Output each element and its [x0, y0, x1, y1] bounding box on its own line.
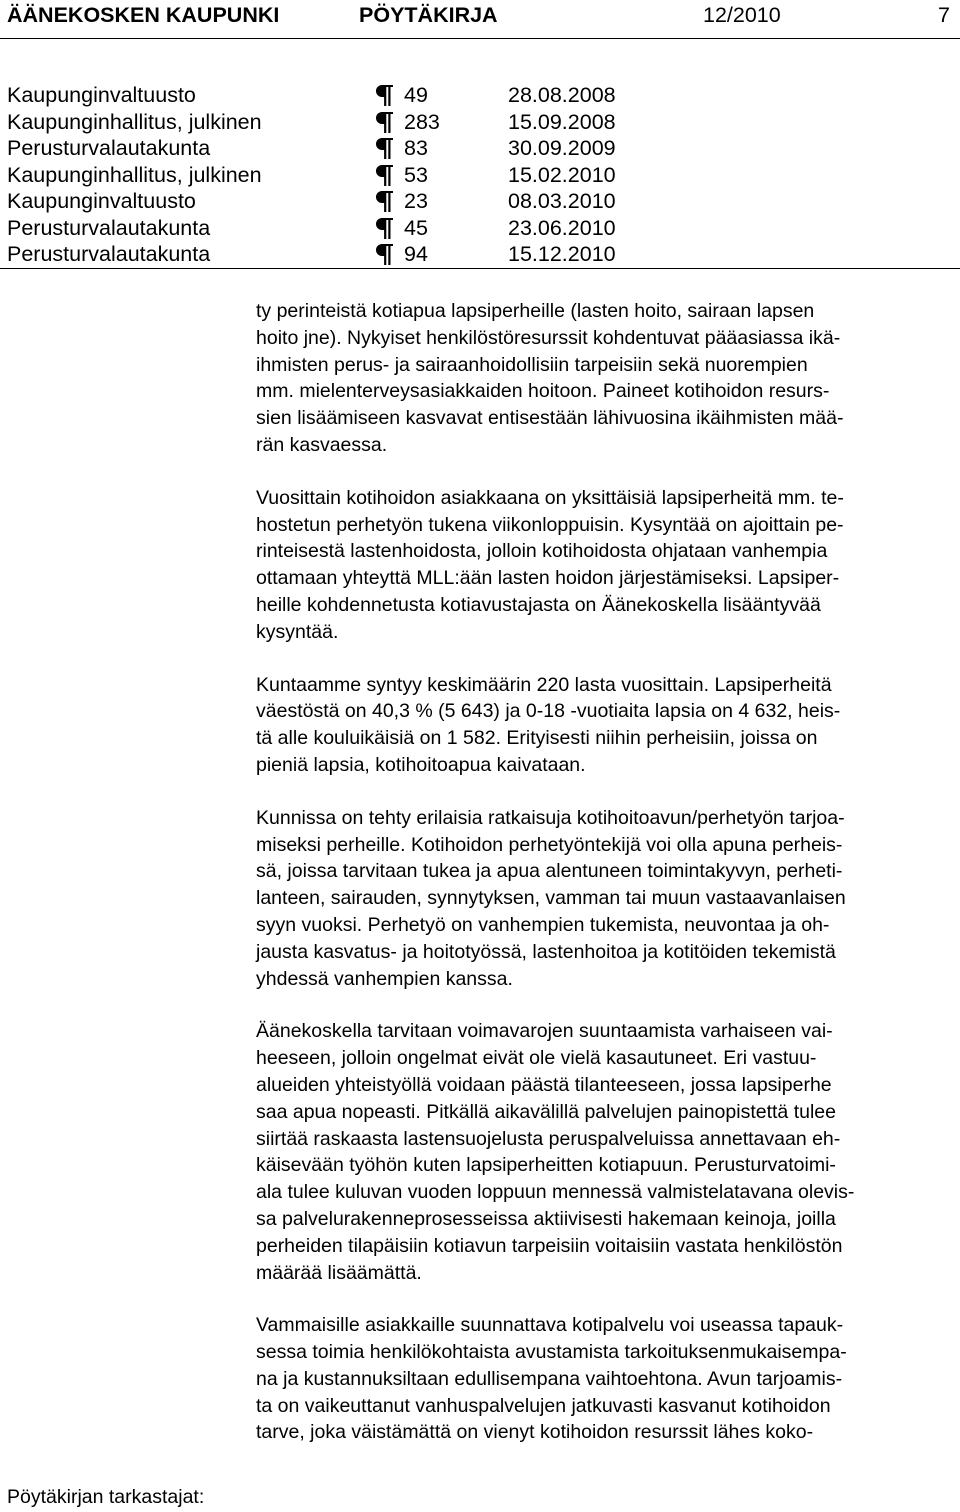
reference-row: [0, 188, 960, 215]
paragraph: Äänekoskella tarvitaan voimavarojen suuntaamista varhaiseen vai- heeseen, jolloin ongelmat eivät ole vielä kasautuneet. Eri vastuu- alueiden yhteistyöllä voidaan päästä tilanteeseen, jossa lapsiperhe saa apua nopeasti. Pitkällä aikavälillä palvelujen painopistettä tulee siirtää raskaasta lastensuojelusta peruspalveluissa annettavaan eh- käisevään työhön kuten lapsiperheitten kotiapuun. Perusturvatoimi- ala tulee kuluvan vuoden loppuun mennessä valmistelatavana olevis- sa palvelurakenneprosesseissa aktiivisesti hakemaan keinoja, joilla perheiden tilapäisiin kotiavun tarpeisiin voitaisiin vastata henkilöstön määrää lisäämättä.: [256, 1020, 855, 1284]
organization-name: ÄÄNEKOSKEN KAUPUNKI: [7, 3, 280, 27]
reference-section: 283: [404, 109, 440, 134]
reference-section: 53: [404, 162, 428, 187]
reference-section: 23: [404, 189, 428, 213]
document-type: PÖYTÄKIRJA: [359, 3, 498, 27]
reference-date: 08.03.2010: [508, 189, 616, 213]
section-sign-icon: [373, 189, 395, 213]
section-sign-icon: [373, 110, 395, 134]
reference-date: 15.12.2010: [508, 242, 616, 266]
footer-inspectors-label: Pöytäkirjan tarkastajat:: [7, 1486, 205, 1508]
reference-body: Kaupunginvaltuusto: [7, 189, 196, 213]
reference-date: 28.08.2008: [508, 83, 616, 107]
paragraph: Vuosittain kotihoidon asiakkaana on yksittäisiä lapsiperheitä mm. te- hostetun perhetyön tukena viikonloppuisin. Kysyntää on ajoittain pe- rinteisestä lastenhoidosta, jolloin kotihoidosta ohjataan vanhempia ottamaan yhteyttä MLL:ään lasten hoidon järjestämiseksi. Lapsiper- heille kohdennetusta kotiavustajasta on Äänekoskella lisääntyvää kysyntää.: [256, 486, 844, 643]
paragraph: Vammaisille asiakkaille suunnattava kotipalvelu voi useassa tapauk- sessa toimia henkilökohtaista avustamista tarkoituksenmukaisempa- na ja kustannuksiltaan edullisempana vaihtoehtona. Avun tarjoamis- ta on vaikeuttanut vanhuspalvelujen jatkuvasti kasvanut kotihoidon tarve, joka väistämättä on vienyt kotihoidon resurssit lähes koko-: [256, 1314, 847, 1444]
reference-body: Perusturvalautakunta: [7, 136, 211, 160]
reference-section: 83: [404, 136, 428, 160]
reference-row: [0, 135, 960, 162]
reference-section: 45: [404, 215, 428, 240]
paragraph: Kuntaamme syntyy keskimäärin 220 lasta vuosittain. Lapsiperheitä väestöstä on 40,3 % (5 643) ja 0-18 -vuotiaita lapsia on 4 632, heis- tä alle kouluikäisiä on 1 582. Erityisesti niihin perheisiin, joissa on pieniä lapsia, kotihoitoapua kaivataan.: [256, 673, 841, 776]
reference-body: Perusturvalautakunta: [7, 242, 211, 266]
reference-date: 23.06.2010: [508, 215, 616, 240]
reference-section: 49: [404, 83, 428, 107]
section-sign-icon: [373, 83, 395, 107]
reference-list: [0, 82, 960, 268]
section-sign-icon: [373, 163, 395, 187]
reference-row: [0, 82, 960, 109]
reference-body: Kaupunginhallitus, julkinen: [7, 162, 262, 187]
paragraph: Kunnissa on tehty erilaisia ratkaisuja kotihoitoavun/perhetyön tarjoa- miseksi perheille. Kotihoidon perhetyöntekijä voi olla apuna perheis- sä, joissa tarvitaan tukea ja apua alentuneen toimintakyvyn, perheti- lanteen, sairauden, synnytyksen, vamman tai muun vastaavanlaisen syyn vuoksi. Perhetyö on vanhempien tukemista, neuvontaa ja oh- jausta kasvatus- ja hoitotyössä, lastenhoitoa ja kotitöiden tekemistä yhdessä vanhempien kanssa.: [256, 806, 846, 990]
reference-row: [0, 241, 960, 268]
section-sign-icon: [373, 136, 395, 160]
body-text: [256, 298, 956, 1472]
reference-body: Kaupunginhallitus, julkinen: [7, 109, 262, 134]
reference-date: 30.09.2009: [508, 136, 616, 160]
reference-body: Kaupunginvaltuusto: [7, 83, 196, 107]
reference-row: [0, 215, 960, 242]
header-divider: [0, 38, 960, 39]
paragraph: ty perinteistä kotiapua lapsiperheille (lasten hoito, sairaan lapsen hoito jne). Nykyiset henkilöstöresurssit kohdentuvat pääasiassa ikä- ihmisten perus- ja sairaanhoidollisiin tarpeisiin sekä nuorempien mm. mielenterveysasiakkaiden hoitoon. Paineet kotihoidon resurs- sien lisäämiseen kasvavat entisestään lähivuosina ikäihmisten mää- rän kasvaessa.: [256, 300, 844, 456]
page-header: [0, 0, 960, 40]
references-divider: [0, 268, 960, 269]
section-sign-icon: [373, 216, 395, 240]
section-sign-icon: [373, 242, 395, 266]
reference-section: 94: [404, 242, 428, 266]
reference-row: [0, 109, 960, 136]
reference-date: 15.02.2010: [508, 162, 616, 187]
reference-date: 15.09.2008: [508, 109, 616, 134]
reference-body: Perusturvalautakunta: [7, 215, 211, 240]
page-number: 7: [938, 3, 950, 27]
reference-row: [0, 162, 960, 189]
issue-number: 12/2010: [703, 3, 781, 27]
